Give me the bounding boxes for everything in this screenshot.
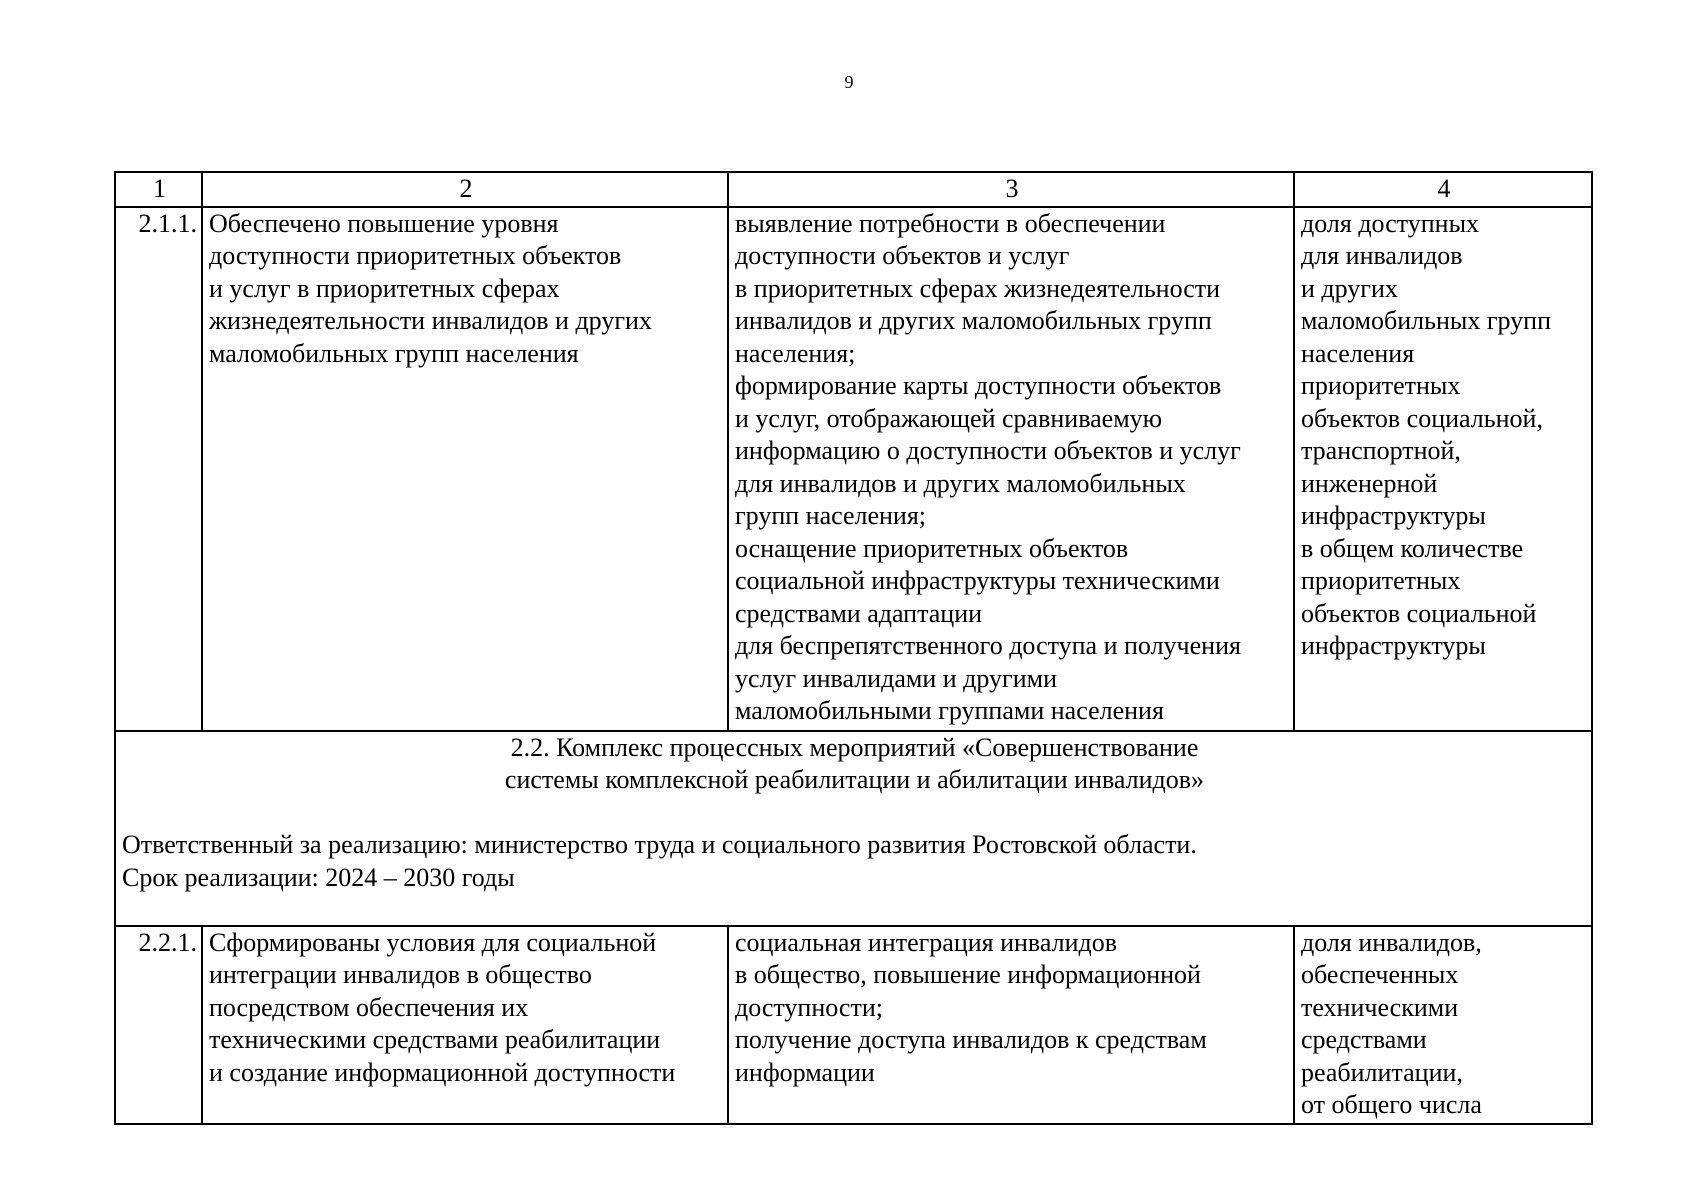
section-row [115,731,1592,926]
activities-table [114,171,1593,1125]
header-cell-4: 4 [1294,172,1592,207]
task-description-cell: Обеспечено повышение уровня доступности приоритетных объектов и услуг в приоритетных сферах жизнедеятельности инвалидов и других маломобильных групп населения [202,207,728,731]
header-cell-1: 1 [115,172,202,207]
page-number: 9 [844,72,854,92]
row-number-cell: 2.2.1. [115,926,202,1124]
section-spacer [122,797,1587,830]
section-cell [115,731,1592,926]
table-row [115,926,1592,1124]
task-characteristics-cell: социальная интеграция инвалидов в общество, повышение информационной доступности; получение доступа инвалидов к средствам информации [728,926,1294,1124]
header-cell-2: 2 [202,172,728,207]
section-term: Срок реализации: 2024 – 2030 годы [122,862,515,892]
indicator-link-cell: доля доступных для инвалидов и других маломобильных групп населения приоритетных объектов социальной, транспортной, инженерной инфраструктуры в общем количестве приоритетных объектов социальной инфраструктуры [1294,207,1592,731]
table-header-row [115,172,1592,207]
header-cell-3: 3 [728,172,1294,207]
section-title: 2.2. Комплекс процессных мероприятий «Совершенствование системы комплексной реабилитации и абилитации инвалидов» [504,732,1205,794]
row-number-cell: 2.1.1. [115,207,202,731]
indicator-link-cell: доля инвалидов, обеспеченных техническими средствами реабилитации, от общего числа [1294,926,1592,1124]
table-row [115,207,1592,731]
task-characteristics-cell: выявление потребности в обеспечении доступности объектов и услуг в приоритетных сферах жизнедеятельности инвалидов и других маломобильных групп населения; формирование карты доступности объектов и услуг, отображающей сравниваемую информацию о доступности объектов и услуг для инвалидов и других маломобильных групп населения; оснащение приоритетных объектов социальной инфраструктуры техническими средствами адаптации для беспрепятственного доступа и получения услуг инвалидами и другими маломобильными группами населения [728,207,1294,731]
section-responsible: Ответственный за реализацию: министерство труда и социального развития Ростовской области. [122,830,1197,859]
task-description-cell: Сформированы условия для социальной интеграции инвалидов в общество посредством обеспечения их техническими средствами реабилитации и создание информационной доступности [202,926,728,1124]
